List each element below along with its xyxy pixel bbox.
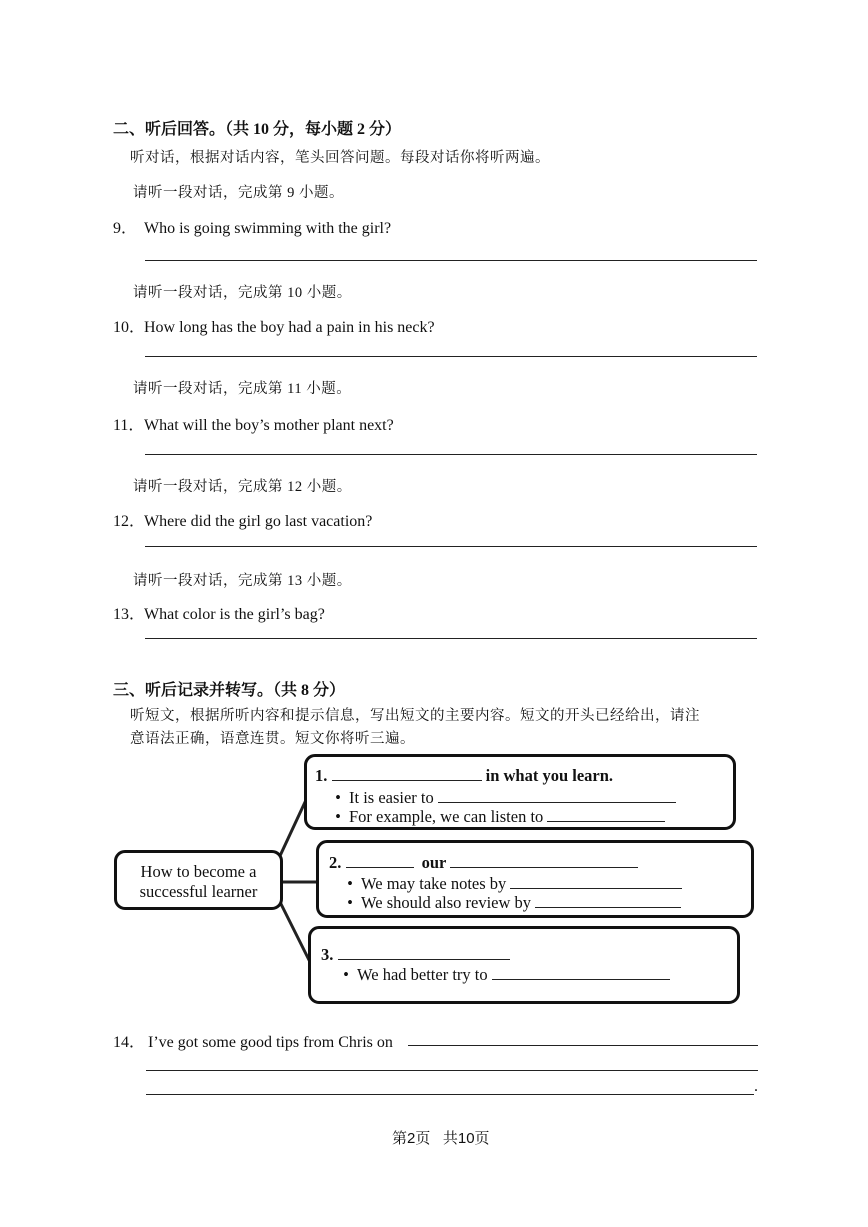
box2-number: 2.: [329, 853, 342, 872]
box2-bullet2-text: We should also review by: [361, 893, 532, 912]
box2-bullet2-blank[interactable]: [535, 893, 681, 908]
question-number: 13．: [113, 606, 146, 623]
box1-number: 1.: [315, 766, 328, 785]
prompt-13: 请听一段对话，完成第 13 小题。: [133, 573, 352, 589]
question-number: 9．: [113, 220, 138, 237]
question-text: I’ve got some good tips from Chris on: [148, 1034, 393, 1051]
bullet-icon: •: [335, 788, 341, 807]
box3-bullet1-blank[interactable]: [492, 965, 670, 980]
prompt-10: 请听一段对话，完成第 10 小题。: [133, 285, 352, 301]
bullet-icon: •: [335, 807, 341, 826]
question-number: 11．: [113, 417, 145, 434]
box3-bullet1-text: We had better try to: [357, 965, 488, 984]
question-number: 10．: [113, 319, 146, 336]
page-number: 第2页: [392, 1130, 431, 1147]
box1-bullet2-text: For example, we can listen to: [349, 807, 544, 826]
mindmap-box-2: [316, 840, 754, 918]
box2-blank-b[interactable]: [450, 853, 638, 868]
box2-bullet1-text: We may take notes by: [361, 874, 507, 893]
bullet-icon: •: [347, 893, 353, 912]
box1-bullet1: [327, 788, 676, 808]
box1-bullet2: [327, 807, 665, 827]
box1-bullet1-blank[interactable]: [438, 788, 676, 803]
mindmap-box-3: [308, 926, 740, 1004]
page-total: 共10页: [442, 1130, 490, 1147]
box2-title-row: [329, 853, 638, 873]
box3-title-blank[interactable]: [338, 945, 510, 960]
box3-title-row: [321, 945, 510, 965]
box1-bullet1-text: It is easier to: [349, 788, 434, 807]
box3-number: 3.: [321, 945, 334, 964]
box2-bullet1: [339, 874, 682, 894]
mindmap-box-1: [304, 754, 736, 830]
question-text: How long has the boy had a pain in his neck?: [144, 319, 435, 336]
question-text: What will the boy’s mother plant next?: [144, 417, 394, 434]
box1-title-blank[interactable]: [332, 766, 482, 781]
box2-bullet2: [339, 893, 681, 913]
bullet-icon: •: [347, 874, 353, 893]
box1-bullet2-blank[interactable]: [547, 807, 665, 822]
answer-line-14b[interactable]: [146, 1070, 758, 1071]
prompt-11: 请听一段对话，完成第 11 小题。: [133, 381, 352, 397]
question-14: [113, 1029, 393, 1052]
mindmap-center-box: [114, 850, 283, 910]
box1-title-row: [315, 766, 613, 786]
section3-instruction-line1: 听短文，根据所听内容和提示信息，写出短文的主要内容。短文的开头已经给出，请注: [130, 708, 700, 724]
section3-instruction-line2: 意语法正确，语意连贯。短文你将听三遍。: [130, 731, 415, 747]
prompt-12: 请听一段对话，完成第 12 小题。: [133, 479, 352, 495]
section2-heading: 二、听后回答。（共 10 分，每小题 2 分）: [113, 121, 402, 138]
box3-bullet1: [335, 965, 670, 985]
question-text: Where did the girl go last vacation?: [144, 513, 373, 530]
box2-blank-a[interactable]: [346, 853, 414, 868]
question-text: What color is the girl’s bag?: [144, 606, 325, 623]
question-number: 14．: [113, 1034, 146, 1051]
center-line2: successful learner: [139, 882, 258, 901]
prompt-9: 请听一段对话，完成第 9 小题。: [133, 185, 344, 201]
answer-line-14c[interactable]: [146, 1094, 754, 1095]
center-line1: How to become a: [140, 862, 257, 881]
section3-heading: 三、听后记录并转写。（共 8 分）: [113, 682, 346, 699]
answer-line-14a[interactable]: [408, 1045, 758, 1046]
page-footer: [392, 1127, 490, 1148]
box1-title: in what you learn.: [485, 766, 614, 785]
box2-title: our: [421, 853, 447, 872]
period-mark: .: [754, 1078, 758, 1095]
question-number: 12．: [113, 513, 146, 530]
box2-bullet1-blank[interactable]: [510, 874, 682, 889]
section2-instruction: 听对话，根据对话内容，笔头回答问题。每段对话你将听两遍。: [130, 150, 550, 166]
question-text: Who is going swimming with the girl?: [144, 220, 392, 237]
bullet-icon: •: [343, 965, 349, 984]
